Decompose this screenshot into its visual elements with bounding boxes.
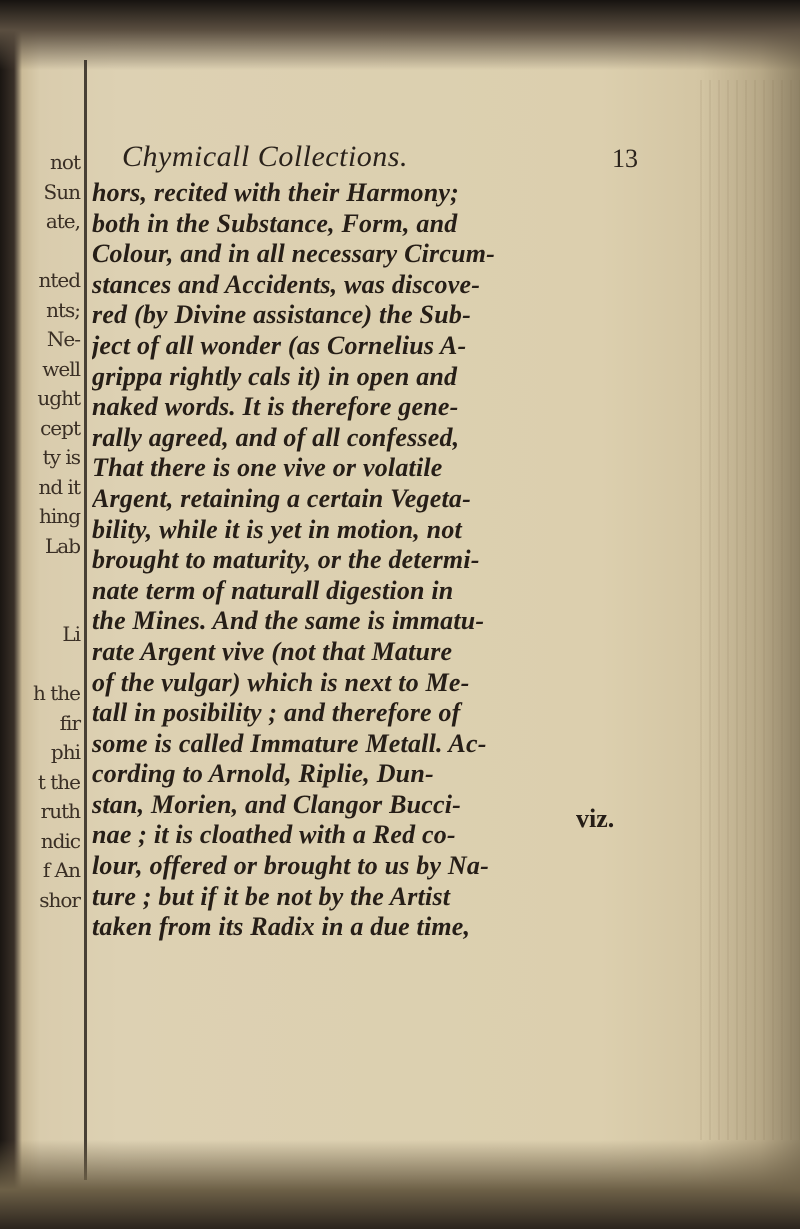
bleed-fragment: t the: [37, 769, 80, 794]
text-line: rate Argent vive (not that Mature: [92, 636, 453, 666]
right-margin-texture: [700, 80, 800, 1140]
facing-page-bleed: [0, 148, 84, 915]
bleed-fragment: nted: [38, 268, 80, 292]
bleed-fragment: Li: [62, 622, 80, 646]
text-line: some is called Immature Metall. Ac-: [92, 728, 487, 758]
text-line: stan, Morien, and Clangor Bucci-: [92, 789, 462, 819]
text-line: both in the Substance, Form, and: [92, 208, 458, 238]
text-line: ture ; but if it be not by the Artist: [92, 881, 451, 911]
page-header: [92, 140, 692, 180]
text-line: cording to Arnold, Riplie, Dun-: [92, 759, 434, 789]
bleed-fragment: nts;: [46, 297, 80, 322]
catchword: viz.: [576, 804, 615, 833]
text-line: tall in posibility ; and therefore of: [92, 698, 461, 728]
bleed-fragment: h the: [33, 681, 80, 705]
running-title: Chymicall Collections.: [122, 140, 408, 173]
text-line: grippa rightly cals it) in open and: [92, 361, 458, 391]
text-line: naked words. It is therefore gene-: [92, 392, 459, 422]
text-line: taken from its Radix in a due time,: [92, 912, 471, 942]
gutter-fold: [84, 60, 87, 1180]
bleed-fragment: fir: [59, 710, 80, 735]
text-line: red (by Divine assistance) the Sub-: [92, 300, 471, 330]
text-line: rally agreed, and of all confessed,: [92, 422, 460, 452]
bleed-fragment: well: [42, 356, 80, 381]
text-line: the Mines. And the same is immatu-: [92, 606, 485, 636]
text-line: nae ; it is cloathed with a Red co-: [92, 820, 456, 850]
bleed-fragment: not: [50, 150, 80, 174]
bleed-fragment: phi: [50, 740, 80, 764]
bleed-fragment: cept: [40, 415, 80, 440]
text-line: hors, recited with their Harmony;: [92, 178, 460, 207]
bleed-fragment: [0, 650, 84, 680]
bleed-fragment: [0, 237, 84, 267]
text-line: That there is one vive or volatile: [92, 453, 443, 483]
bleed-fragment: [0, 591, 84, 621]
text-line: ject of all wonder (as Cornelius A-: [92, 330, 467, 360]
bleed-fragment: hing: [39, 504, 80, 528]
bleed-fragment: Lab: [44, 533, 80, 558]
bleed-fragment: Ne-: [46, 327, 80, 351]
text-line: lour, offered or brought to us by Na-: [92, 851, 489, 881]
text-line: stances and Accidents, was discove-: [92, 269, 481, 299]
bleed-fragment: ty is: [42, 445, 80, 469]
bleed-fragment: shor: [39, 887, 80, 912]
bleed-fragment: ught: [37, 386, 80, 410]
bleed-fragment: [0, 561, 84, 591]
page-number: 13: [612, 144, 638, 173]
text-line: of the vulgar) which is next to Me-: [92, 667, 470, 697]
text-line: Colour, and in all necessary Circum-: [92, 239, 496, 269]
bleed-fragment: ndic: [40, 828, 80, 853]
bleed-fragment: f An: [42, 858, 80, 882]
bleed-fragment: Sun: [43, 179, 80, 204]
text-line: Argent, retaining a certain Vegeta-: [92, 483, 471, 513]
bleed-fragment: ruth: [40, 799, 80, 823]
text-line: brought to maturity, or the determi-: [92, 545, 480, 575]
top-shadow: [0, 0, 800, 70]
bleed-fragment: ate,: [45, 209, 80, 233]
text-line: bility, while it is yet in motion, not: [92, 514, 462, 544]
bottom-shadow: [0, 1140, 800, 1229]
text-line: nate term of naturall digestion in: [92, 575, 454, 605]
bleed-fragment: nd it: [38, 474, 80, 499]
